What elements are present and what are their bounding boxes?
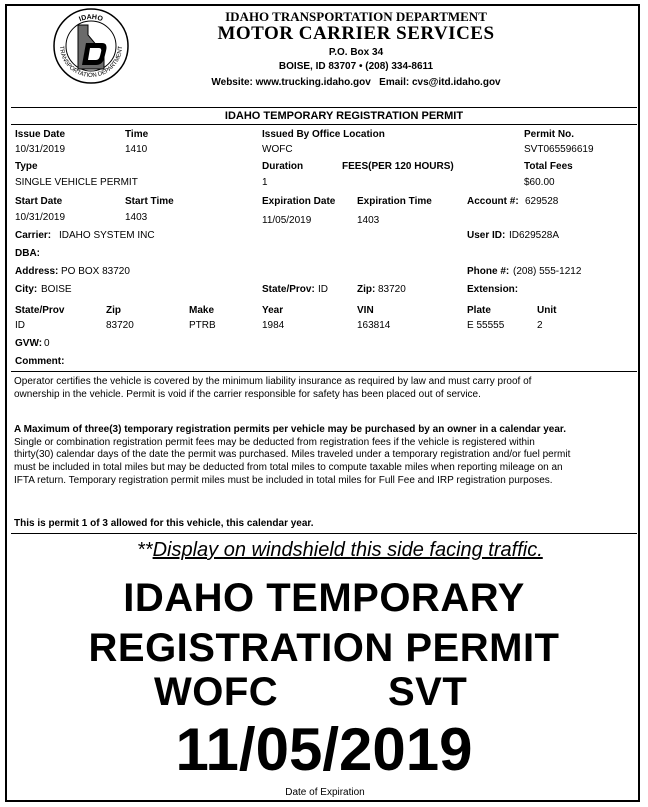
divider xyxy=(11,533,637,534)
permit-no: SVT065596619 xyxy=(524,144,594,155)
divider xyxy=(11,107,637,108)
account-label: Account #: xyxy=(467,196,519,207)
logo-top-text: IDAHO xyxy=(78,13,104,24)
account-number: 629528 xyxy=(525,196,559,207)
duration: 1 xyxy=(262,177,268,188)
city-phone: BOISE, ID 83707 • (208) 334-8611 xyxy=(278,61,434,72)
permit-count: This is permit 1 of 3 allowed for this vehicle, this calendar year. xyxy=(14,518,314,529)
address-label: Address: xyxy=(15,266,59,277)
issue-date-label: Issue Date xyxy=(15,129,66,140)
user-id-label: User ID: xyxy=(467,230,506,241)
divider xyxy=(11,124,637,125)
expiration-date-label: Expiration Date xyxy=(262,196,336,207)
department-name: IDAHO TRANSPORTATION DEPARTMENT xyxy=(225,9,487,24)
vehicle-zip: 83720 xyxy=(106,320,134,331)
website-email: Website: www.trucking.idaho.gov Email: cvs@itd.idaho.gov xyxy=(211,77,501,88)
time-label: Time xyxy=(125,129,149,140)
phone: (208) 555-1212 xyxy=(513,266,582,277)
start-date-label: Start Date xyxy=(15,196,63,207)
date-caption: Date of Expiration xyxy=(285,787,365,798)
carrier: IDAHO SYSTEM INC xyxy=(59,230,155,241)
make: PTRB xyxy=(189,320,216,331)
total-fees-label: Total Fees xyxy=(524,161,573,172)
permit-type: SINGLE VEHICLE PERMIT xyxy=(15,177,138,188)
unit: 2 xyxy=(537,320,543,331)
unit-label: Unit xyxy=(537,305,557,316)
divider xyxy=(11,371,637,372)
phone-label: Phone #: xyxy=(467,266,510,277)
plate-label: Plate xyxy=(467,305,491,316)
vehicle-state-label: State/Prov xyxy=(15,305,65,316)
display-line-1: IDAHO TEMPORARY xyxy=(123,576,525,620)
issued-by: WOFC xyxy=(262,144,293,155)
display-notice xyxy=(137,539,543,562)
permit-limit-terms xyxy=(14,424,574,488)
notice-stars: ** xyxy=(137,539,153,561)
po-box: P.O. Box 34 xyxy=(328,47,384,58)
user-id: ID629528A xyxy=(509,230,560,241)
vehicle-state: ID xyxy=(15,320,25,331)
start-time: 1403 xyxy=(125,212,148,223)
notice-text: Display on windshield this side facing traffic. xyxy=(152,539,543,561)
vin-label: VIN xyxy=(357,305,374,316)
zip-label: Zip: xyxy=(357,284,376,295)
permit-title: IDAHO TEMPORARY REGISTRATION PERMIT xyxy=(224,110,464,122)
vehicle-zip-label: Zip xyxy=(106,305,121,316)
division-name: MOTOR CARRIER SERVICES xyxy=(217,23,495,44)
comment-label: Comment: xyxy=(15,356,65,367)
state-label: State/Prov: xyxy=(262,284,315,295)
issue-date: 10/31/2019 xyxy=(15,144,66,155)
make-label: Make xyxy=(189,305,215,316)
start-date: 10/31/2019 xyxy=(15,212,66,223)
vin: 163814 xyxy=(357,320,391,331)
display-code: SVT xyxy=(388,670,468,714)
display-office: WOFC xyxy=(154,670,279,714)
plate: E 55555 xyxy=(467,320,505,331)
expiration-date: 11/05/2019 xyxy=(262,215,312,226)
fees-label: FEES(PER 120 HOURS) xyxy=(342,161,454,172)
gvw-label: GVW: xyxy=(15,338,43,349)
state: ID xyxy=(318,284,328,295)
type-label: Type xyxy=(15,161,38,172)
expiration-time-label: Expiration Time xyxy=(357,196,432,207)
duration-label: Duration xyxy=(262,161,304,172)
gvw: 0 xyxy=(44,338,50,349)
city-label: City: xyxy=(15,284,38,295)
address: PO BOX 83720 xyxy=(61,266,130,277)
extension-label: Extension: xyxy=(467,284,519,295)
permit-limit-rest: Single or combination registration permit fees may be deducted from registration fees if the vehicle is registered within thirty(30) calendar days of the date the permit was purchased. Miles traveled under a temporary registration and/or fuel permit must be included in total miles but may be deducted from total miles to compute taxable miles when reporting mileage on an IFTA return. Temporary registration permit miles must be included in total miles for Full Fee and IRP registration purposes. xyxy=(14,436,571,486)
insurance-terms: Operator certifies the vehicle is covered by the minimum liability insurance as required by law and must carry proof of ownership in the vehicle. Permit is void if the carrier responsible for safety has been placed out of service. xyxy=(14,376,532,400)
city: BOISE xyxy=(41,284,72,295)
carrier-label: Carrier: xyxy=(15,230,52,241)
issue-time: 1410 xyxy=(125,144,148,155)
expiration-date-large: 11/05/2019 xyxy=(175,716,473,783)
zip: 83720 xyxy=(378,284,406,295)
start-time-label: Start Time xyxy=(125,196,174,207)
expiration-time: 1403 xyxy=(357,215,380,226)
logo-bottom-text: TRANSPORTATION DEPARTMENT xyxy=(57,45,125,80)
year-label: Year xyxy=(262,305,284,316)
permit-no-label: Permit No. xyxy=(524,129,575,140)
permit-limit-bold: A Maximum of three(3) temporary registration permits per vehicle may be purchased by an owner in a calendar year. xyxy=(14,424,567,435)
year: 1984 xyxy=(262,320,285,331)
total-fees: $60.00 xyxy=(524,177,555,188)
dba-label: DBA: xyxy=(15,248,40,259)
display-line-2: REGISTRATION PERMIT xyxy=(88,626,560,670)
issued-by-label: Issued By Office Location xyxy=(262,129,385,140)
